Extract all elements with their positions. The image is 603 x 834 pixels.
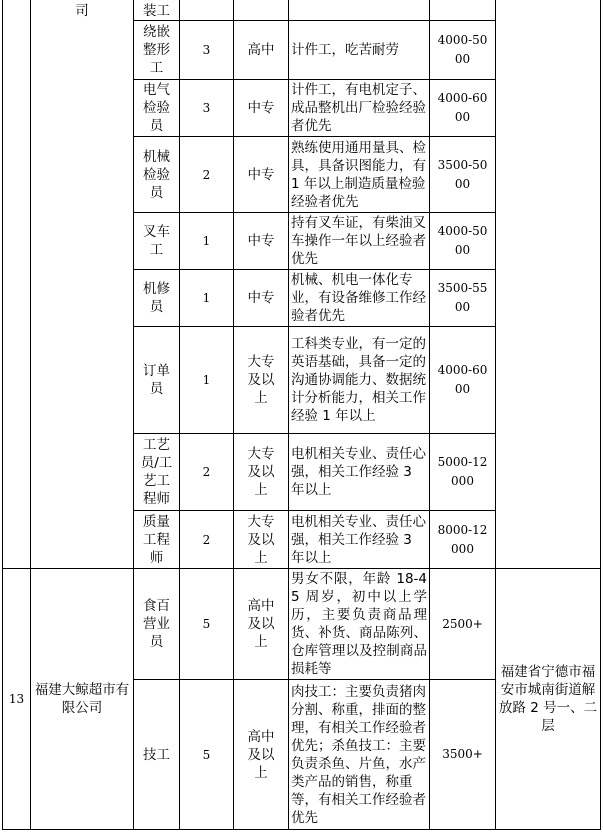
- education-cell: 中专: [234, 213, 289, 270]
- requirement-cell: 熟练使用通用量具、检具，具备识图能力，有 1 年以上制造质量检验经验者优先: [289, 137, 430, 213]
- salary-cell: 4000-50 00: [430, 213, 496, 270]
- education-cell: 高中: [234, 21, 289, 80]
- salary-cell: [430, 0, 496, 21]
- requirement-cell: 肉技工：主要负责猪肉分割、称重，排面的整理，有相关工作经验者优先；杀鱼技工：主要负责杀鱼、片鱼，水产类产品的销售，称重等，有相关工作经验者优先: [289, 680, 430, 830]
- position-cell: 订单 员: [134, 327, 180, 434]
- requirement-cell: 机械、机电一体化专业，有设备维修工作经验者优先: [289, 270, 430, 327]
- requirement-cell: 持有叉车证，有柴油叉车操作一年以上经验者优先: [289, 213, 430, 270]
- position-cell: 叉车 工: [134, 213, 180, 270]
- address-cell: [496, 0, 601, 569]
- education-cell: 中专: [234, 270, 289, 327]
- position-cell: 食百 营业 员: [134, 569, 180, 680]
- position-cell: 电气 检验 员: [134, 80, 180, 137]
- table-row: [3, 0, 601, 21]
- count-cell: 2: [180, 137, 234, 213]
- position-cell: 机械 检验 员: [134, 137, 180, 213]
- education-cell: 大专 及以 上: [234, 434, 289, 511]
- company-index-cell: 13: [3, 569, 31, 830]
- count-cell: 5: [180, 680, 234, 830]
- education-cell: 大专 及以 上: [234, 327, 289, 434]
- count-cell: [180, 0, 234, 21]
- salary-cell: 3500+: [430, 680, 496, 830]
- education-cell: 中专: [234, 137, 289, 213]
- salary-cell: 8000-12 000: [430, 511, 496, 569]
- salary-cell: 3500-50 00: [430, 137, 496, 213]
- salary-cell: 3500-55 00: [430, 270, 496, 327]
- education-cell: 中专: [234, 80, 289, 137]
- requirement-cell: 计件工，有电机定子、成品整机出厂检验经验者优先: [289, 80, 430, 137]
- salary-cell: 2500+: [430, 569, 496, 680]
- requirement-cell: [289, 0, 430, 21]
- requirement-cell: 电机相关专业、责任心强，相关工作经验 3 年以上: [289, 511, 430, 569]
- address-cell: 福建省宁德市福安市城南街道解放路 2 号一、二层: [496, 569, 601, 830]
- position-cell: 质量 工程 师: [134, 511, 180, 569]
- count-cell: 1: [180, 327, 234, 434]
- education-cell: [234, 0, 289, 21]
- count-cell: 1: [180, 213, 234, 270]
- salary-cell: 5000-12 000: [430, 434, 496, 511]
- count-cell: 2: [180, 511, 234, 569]
- count-cell: 5: [180, 569, 234, 680]
- count-cell: 3: [180, 21, 234, 80]
- count-cell: 1: [180, 270, 234, 327]
- count-cell: 2: [180, 434, 234, 511]
- salary-cell: 4000-50 00: [430, 21, 496, 80]
- position-cell: 工艺 员/工 艺工 程师: [134, 434, 180, 511]
- salary-cell: 4000-60 00: [430, 327, 496, 434]
- position-cell: 装工: [134, 0, 180, 21]
- job-table: [2, 0, 601, 830]
- company-name-tail: 司: [75, 3, 89, 19]
- education-cell: 大专 及以 上: [234, 511, 289, 569]
- position-cell: 绕嵌 整形 工: [134, 21, 180, 80]
- salary-cell: 4000-60 00: [430, 80, 496, 137]
- company-name-cell: [31, 0, 134, 569]
- education-cell: 高中 及以 上: [234, 680, 289, 830]
- index-cell: [3, 0, 31, 569]
- table-row: [3, 569, 601, 680]
- company-name-cell: 福建大鲸超市有限公司: [31, 569, 134, 830]
- position-cell: 技工: [134, 680, 180, 830]
- requirement-cell: 工科类专业，有一定的英语基础，具备一定的沟通协调能力、数据统计分析能力，相关工作经验 1 年以上: [289, 327, 430, 434]
- requirement-cell: 电机相关专业、责任心强，相关工作经验 3 年以上: [289, 434, 430, 511]
- education-cell: 高中 及以 上: [234, 569, 289, 680]
- position-cell: 机修 员: [134, 270, 180, 327]
- requirement-cell: 计件工，吃苦耐劳: [289, 21, 430, 80]
- requirement-cell: 男女不限，年龄 18-45 周岁，初中以上学历，主要负责商品理货、补货、商品陈列、仓库管理以及控制商品损耗等: [289, 569, 430, 680]
- count-cell: 3: [180, 80, 234, 137]
